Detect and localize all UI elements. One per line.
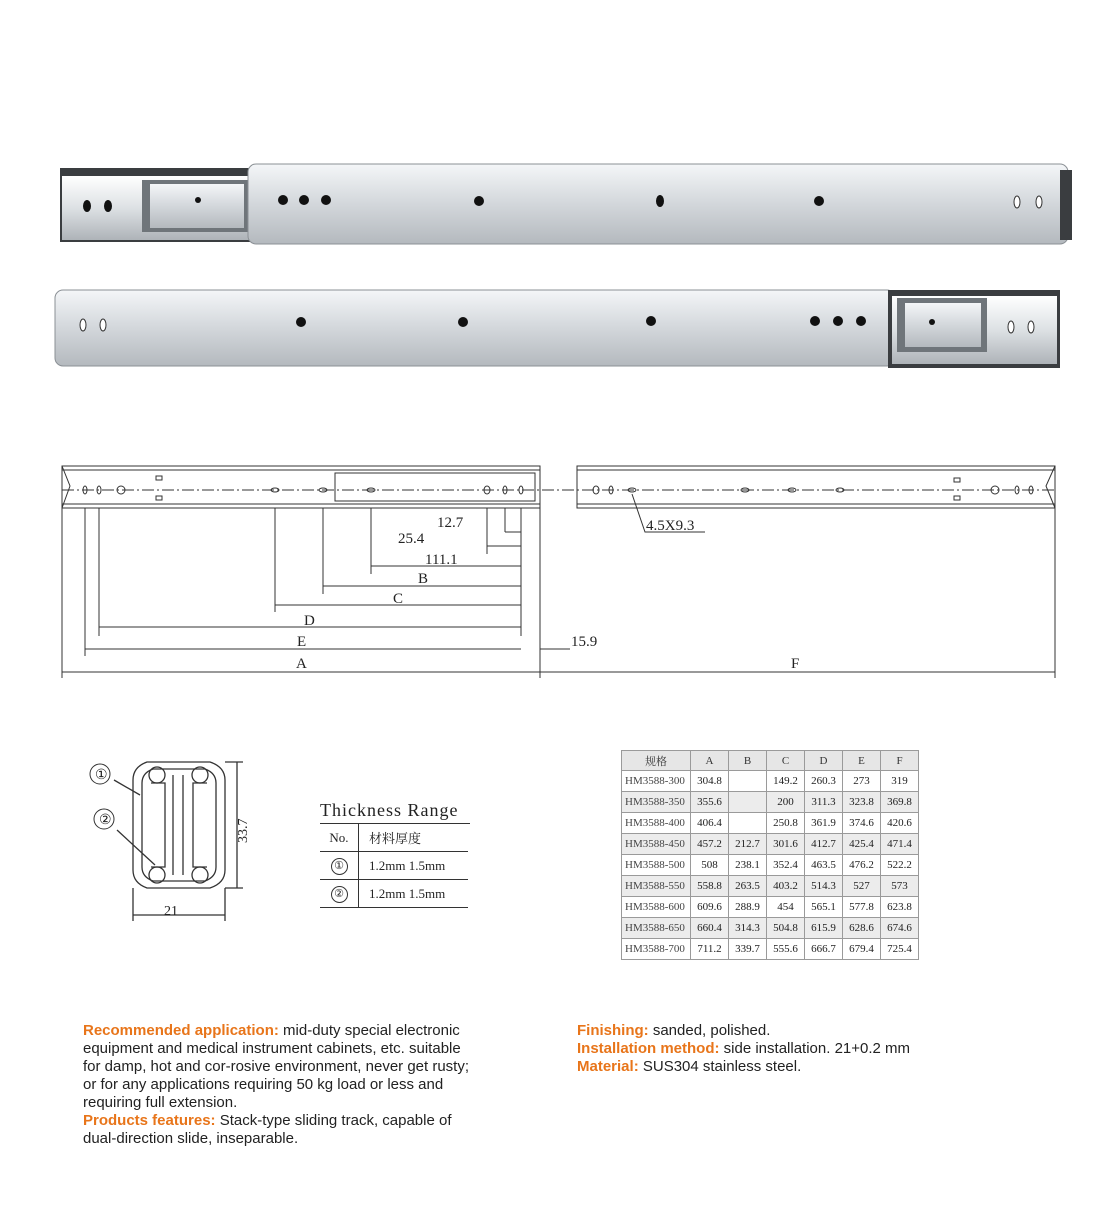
spec-header: D [805,751,843,771]
thickness-row-no: ② [331,886,348,903]
spec-cell: 361.9 [805,813,843,834]
spec-header: F [881,751,919,771]
dim-f: F [791,656,800,672]
spec-cell: 212.7 [729,834,767,855]
spec-cell: 555.6 [767,939,805,960]
spec-cell: 463.5 [805,855,843,876]
spec-cell: 565.1 [805,897,843,918]
spec-cell: 522.2 [881,855,919,876]
spec-cell: 304.8 [691,771,729,792]
spec-header: 规格 [622,751,691,771]
spec-cell: 623.8 [881,897,919,918]
dim-b: B [418,571,429,587]
installation-label: Installation method: [577,1040,720,1057]
finishing-value: sanded, polished. [648,1022,771,1039]
material-value: SUS304 stainless steel. [638,1058,802,1075]
dim-12-7: 12.7 [437,515,464,531]
spec-header-row [622,751,919,771]
dim-d: D [304,613,315,629]
dim-25-4: 25.4 [398,531,425,547]
callout-2: ② [99,813,112,828]
spec-cell: 454 [767,897,805,918]
thickness-row-no: ① [331,858,348,875]
spec-cell: 200 [767,792,805,813]
spec-cell: 679.4 [843,939,881,960]
spec-cell: 527 [843,876,881,897]
callout-1: ① [95,768,108,783]
spec-cell: 412.7 [805,834,843,855]
spec-cell: 288.9 [729,897,767,918]
material-label: Material: [577,1058,639,1075]
spec-cell: 471.4 [881,834,919,855]
thickness-col-no: No. [320,824,359,852]
spec-cell: 711.2 [691,939,729,960]
features-line [83,1112,503,1130]
table-row [622,813,919,834]
spec-cell: HM3588-600 [622,897,691,918]
spec-cell: 425.4 [843,834,881,855]
spec-header: E [843,751,881,771]
spec-cell [729,771,767,792]
table-row [622,918,919,939]
spec-cell: HM3588-650 [622,918,691,939]
spec-cell: 149.2 [767,771,805,792]
dimension-drawing [0,440,1111,690]
spec-cell: 508 [691,855,729,876]
spec-cell: 558.8 [691,876,729,897]
spec-cell: 674.6 [881,918,919,939]
spec-cell: HM3588-500 [622,855,691,876]
thickness-row-value: 1.2mm 1.5mm [359,880,469,908]
thickness-row [320,880,468,908]
spec-cell [729,813,767,834]
spec-cell: 260.3 [805,771,843,792]
spec-cell [729,792,767,813]
slide-photo-bottom [55,290,1060,368]
spec-cell: 573 [881,876,919,897]
thickness-header-row [320,824,468,852]
thickness-title: Thickness Range [320,800,470,824]
spec-cell: 725.4 [881,939,919,960]
application-text: equipment and medical instrument cabinets, etc. suitable [83,1040,461,1057]
table-row [622,834,919,855]
table-row [622,792,919,813]
material-description [577,1022,997,1076]
thickness-range [320,800,470,908]
spec-header: B [729,751,767,771]
features-text: dual-direction slide, inseparable. [83,1130,299,1147]
dim-hole-size: 4.5X9.3 [646,518,695,534]
spec-cell: 314.3 [729,918,767,939]
spec-cell: 406.4 [691,813,729,834]
spec-cell: 504.8 [767,918,805,939]
spec-cell: 628.6 [843,918,881,939]
installation-value: side installation. 21+0.2 mm [719,1040,911,1057]
spec-cell: 355.6 [691,792,729,813]
spec-table [621,750,919,960]
spec-cell: HM3588-450 [622,834,691,855]
slide-photo-top [60,164,1072,244]
table-row [622,876,919,897]
table-row [622,897,919,918]
spec-cell: 301.6 [767,834,805,855]
spec-header: C [767,751,805,771]
material-line [577,1058,997,1076]
table-row [622,771,919,792]
spec-cell: 273 [843,771,881,792]
thickness-row [320,852,468,880]
thickness-table [320,824,468,908]
features-label: Products features: [83,1112,216,1129]
spec-cell: 369.8 [881,792,919,813]
spec-cell: 577.8 [843,897,881,918]
spec-cell: 457.2 [691,834,729,855]
spec-cell: 238.1 [729,855,767,876]
spec-cell: 403.2 [767,876,805,897]
profile-width: 21 [164,904,178,919]
spec-cell: HM3588-300 [622,771,691,792]
profile-cross-section [85,755,255,925]
spec-cell: 476.2 [843,855,881,876]
dim-a: A [296,656,307,672]
spec-cell: 250.8 [767,813,805,834]
finishing-line [577,1022,997,1040]
spec-cell: HM3588-550 [622,876,691,897]
spec-cell: HM3588-400 [622,813,691,834]
spec-cell: 514.3 [805,876,843,897]
thickness-row-value: 1.2mm 1.5mm [359,852,469,880]
application-text: requiring full extension. [83,1094,238,1111]
installation-line [577,1040,997,1058]
spec-cell: 420.6 [881,813,919,834]
features-text: Stack-type sliding track, capable of [215,1112,452,1129]
application-label: Recommended application: [83,1022,279,1039]
spec-cell: 311.3 [805,792,843,813]
dim-e: E [297,634,307,650]
spec-cell: 319 [881,771,919,792]
spec-cell: 374.6 [843,813,881,834]
profile-height: 33.7 [236,818,251,843]
product-photos [0,0,1111,400]
dim-c: C [393,591,404,607]
spec-header: A [691,751,729,771]
dim-111-1: 111.1 [425,552,458,568]
table-row [622,939,919,960]
spec-cell: 323.8 [843,792,881,813]
spec-cell: HM3588-700 [622,939,691,960]
spec-cell: 666.7 [805,939,843,960]
spec-cell: 660.4 [691,918,729,939]
application-text: for damp, hot and cor-rosive environment, never get rusty; [83,1058,470,1075]
spec-cell: 615.9 [805,918,843,939]
spec-cell: 609.6 [691,897,729,918]
spec-cell: HM3588-350 [622,792,691,813]
finishing-label: Finishing: [577,1022,649,1039]
application-line [83,1022,503,1040]
dim-15-9: 15.9 [571,634,598,650]
table-row [622,855,919,876]
application-text: or for any applications requiring 50 kg load or less and [83,1076,444,1093]
spec-cell: 263.5 [729,876,767,897]
spec-cell: 352.4 [767,855,805,876]
spec-cell: 339.7 [729,939,767,960]
application-description [83,1022,503,1148]
thickness-col-material: 材料厚度 [359,824,469,852]
application-text: mid-duty special electronic [278,1022,460,1039]
